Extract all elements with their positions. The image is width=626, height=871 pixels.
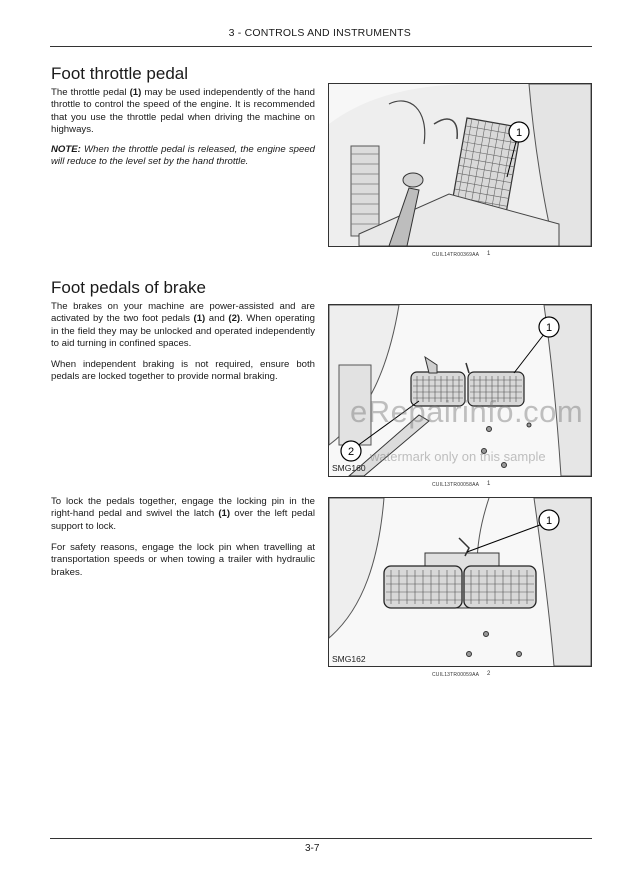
figure-throttle-pedal (328, 83, 592, 247)
watermark-site: eRepairinfo.com (350, 394, 584, 429)
callout-label-1: 1 (515, 127, 523, 139)
page-number: 3-7 (305, 843, 320, 854)
callout-label-2: 2 (347, 446, 355, 458)
section-title-throttle: Foot throttle pedal (51, 64, 189, 83)
callout-label-1: 1 (545, 515, 553, 527)
figure-code-brake: CUIL13TR00058AA (432, 482, 480, 488)
throttle-paragraph: The throttle pedal (1) may be used independently of the hand throttle to control the speed of the engine. It is recommended that you use the throttle pedal when driving the machine on highways. (51, 87, 315, 136)
section-title-brake: Foot pedals of brake (51, 278, 206, 297)
pedal-lock-illustration (329, 498, 591, 666)
figure-code-throttle: CUIL14TR00369AA (432, 252, 480, 258)
callout-label-1: 1 (545, 322, 553, 334)
figure-number-brake: 1 (487, 481, 491, 487)
figure-label-smg162: SMG162 (332, 654, 366, 664)
lock-paragraph-2: For safety reasons, engage the lock pin when travelling at transportation speeds or when towing a trailer with hydraulic brakes. (51, 542, 315, 578)
figure-number-lock: 2 (487, 671, 491, 677)
brake-paragraph-1: The brakes on your machine are power-assisted and are activated by the two foot pedals (1) and (2). When operating in the field they may be unlocked and operated independently to aid turning in confined spaces. (51, 301, 315, 350)
running-header: 3 - CONTROLS AND INSTRUMENTS (228, 27, 411, 39)
throttle-note: NOTE: When the throttle pedal is released, the engine speed will reduce to the level set by the hand throttle. (51, 144, 315, 168)
figure-number-throttle: 1 (487, 251, 491, 257)
lock-pedal-right (464, 566, 536, 608)
figure-label-smg160: SMG160 (332, 463, 366, 473)
figure-code-lock: CUIL13TR00059AA (432, 672, 480, 678)
lock-paragraph-1: To lock the pedals together, engage the locking pin in the right-hand pedal and swivel the latch (1) over the left pedal support to lock. (51, 496, 315, 532)
brake-paragraph-2: When independent braking is not required, ensure both pedals are locked together to provide normal braking. (51, 359, 315, 383)
watermark-note: watermark only on this sample (370, 449, 546, 464)
footer-rule (50, 838, 592, 839)
throttle-pedal-illustration (329, 84, 591, 246)
header-rule (50, 46, 592, 47)
figure-pedal-lock (328, 497, 592, 667)
